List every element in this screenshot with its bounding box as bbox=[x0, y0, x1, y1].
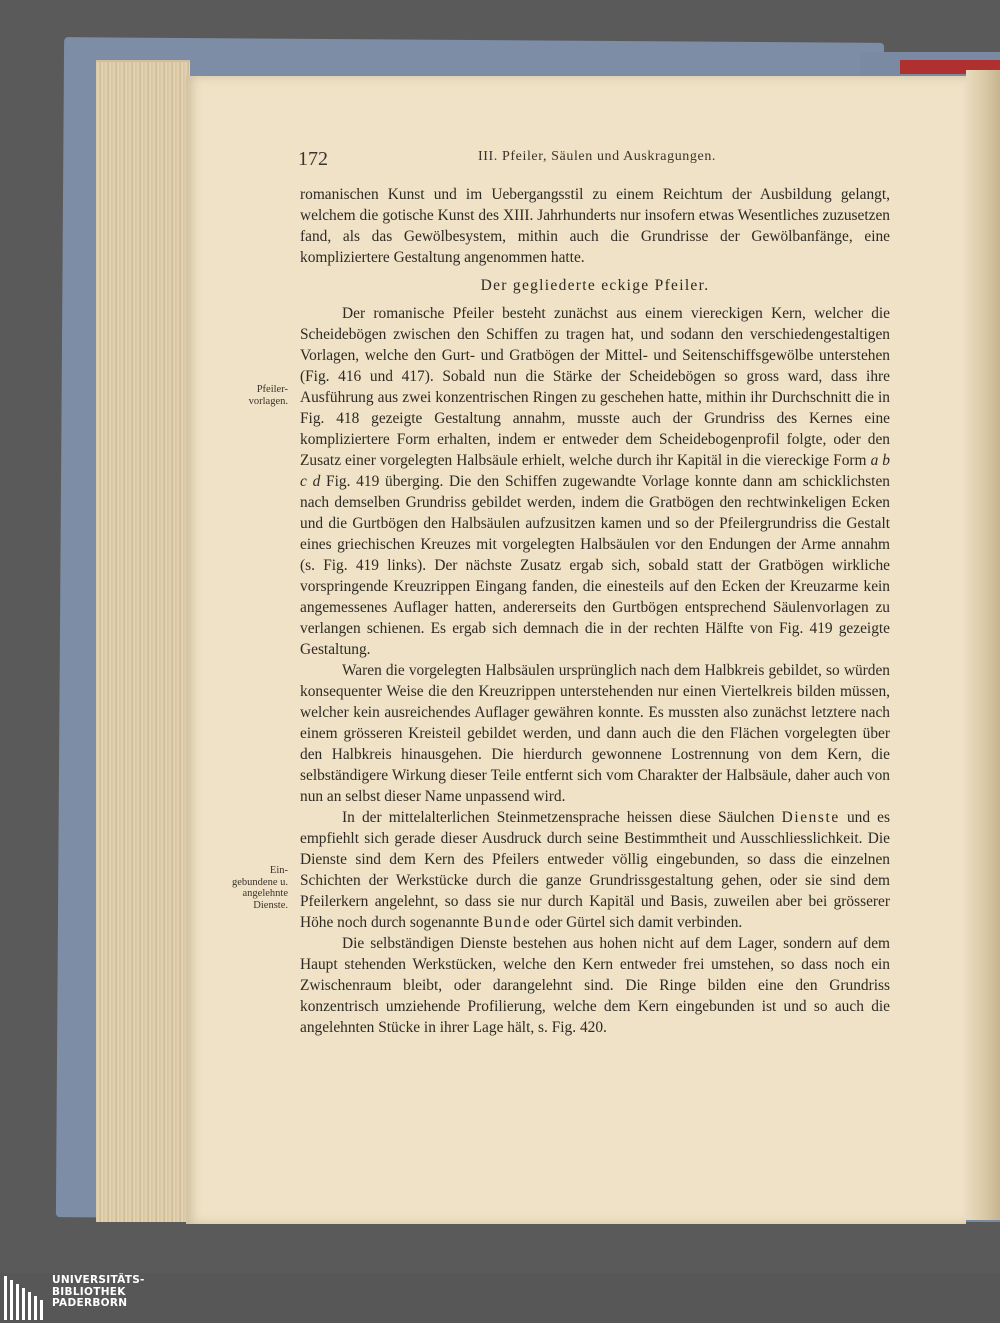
library-logo-icon bbox=[4, 1276, 46, 1320]
paragraph-text: oder Gürtel sich damit verbinden. bbox=[534, 914, 743, 931]
paragraph: romanischen Kunst und im Uebergangsstil zu einem Reichtum der Ausbildung gelangt, welchem die gotische Kunst des XIII. Jahrhunderts nur insofern etwas Wesentliches zuzusetzen fand, als das Gewölbesystem, mithin auch die Grundrisse der Gewölbanfänge, eine kompliziertere Gestaltung angenommen hatte. bbox=[300, 186, 890, 266]
margin-note-line: vorlagen. bbox=[248, 395, 288, 407]
body-text bbox=[300, 184, 890, 1038]
margin-note-line: Ein- bbox=[269, 865, 288, 876]
paragraph-text: In der mittelalterlichen Steinmetzensprache heissen diese Säulchen bbox=[342, 809, 775, 826]
paragraph: Die selbständigen Dienste bestehen aus hohen nicht auf dem Lager, sondern auf dem Haupt stehenden Werkstücken, welche den Kern entweder frei umstehen, so dass noch ein Zwischenraum bleibt, oder darangelehnt sind. Die Ringe bilden eine den Grundriss konzentrisch umziehende Profilierung, welche dem Kern eingebunden ist und so auch die angelehnten Stücke in ihrer Lage hält, s. Fig. 420. bbox=[300, 935, 890, 1036]
margin-note-pfeilervorlagen bbox=[232, 384, 288, 407]
footer-bar bbox=[0, 1273, 1000, 1323]
page-edges bbox=[96, 60, 190, 1222]
paragraph bbox=[300, 303, 890, 660]
paragraph-text: und es empfiehlt sich gerade dieser Ausdruck durch seine Bestimmtheit und Ausschliesslichkeit. Die Dienste sind dem Kern des Pfeilers entweder völlig eingebunden, so dass die einzelnen Schichten der Werkstücke durch die ganze Grundrissgestaltung gehen, oder sie sind dem Pfeilerkern angelehnt, so dass sie nur durch Kapitäl und Basis, zuweilen aber bei grösserer Höhe noch durch sogenannte bbox=[300, 809, 890, 931]
running-title: III. Pfeiler, Säulen und Auskragungen. bbox=[478, 149, 717, 164]
margin-note-line: angelehnte bbox=[242, 888, 288, 899]
paragraph: Waren die vorgelegten Halbsäulen ursprünglich nach dem Halbkreis gebildet, so würden konsequenter Weise die den Kreuzrippen unterstehenden nur einen Viertelkreis bilden müssen, welcher kein ausreichendes Auflager gewähren konnte. Es mussten also zunächst letztere nach einem grösseren Kreisteil gebildet werden, und dann auch die den Flächen vorgelegten über den Halbkreis hinausgehen. Die hierdurch gewonnene Lostrennung von dem Kern, die selbständigere Wirkung dieser Teile entfernt sich vom Charakter der Halbsäule, daher auch von nun an selbst dieser Name unpassend wird. bbox=[300, 662, 890, 805]
spaced-term: Bunde bbox=[482, 914, 532, 931]
margin-note-dienste bbox=[222, 865, 288, 911]
logo-line: PADERBORN bbox=[52, 1297, 128, 1309]
page-gutter bbox=[966, 70, 1000, 1220]
italic-letters: a b c d bbox=[300, 452, 890, 490]
margin-note-line: Pfeiler- bbox=[256, 384, 288, 395]
paragraph bbox=[300, 807, 890, 933]
spaced-term: Dienste bbox=[781, 809, 840, 826]
section-heading: Der gegliederte eckige Pfeiler. bbox=[480, 277, 710, 294]
library-logo-text bbox=[52, 1275, 145, 1310]
paragraph-text: Fig. 419 überging. Die den Schiffen zugewandte Vorlage konnte dann am schicklichsten nach demselben Grundriss gebildet werden, indem die Gratbögen den rechtwinkeligen Ecken und die Gurtbögen den Halbsäulen aufzusitzen kamen und so der Pfeilergrundriss die Gestalt eines griechischen Kreuzes mit vorgelegten Halbsäulen vor den Endungen der Arme annahm (s. Fig. 419 links). Der nächste Zusatz ergab sich, sobald statt der Gratbögen wirkliche vorspringende Kreuzrippen Eingang fanden, die einesteils auf den Ecken der Kreuzarme kein angemessenes Auflager hatten, andererseits den Gurtbögen entsprechend Säulenvorlagen zu verlangen schienen. Es ergab sich demnach die in der rechten Hälfte von Fig. 419 gezeigte Gestaltung. bbox=[300, 473, 890, 658]
logo-line: UNIVERSITÄTS- bbox=[52, 1274, 145, 1286]
page-number: 172 bbox=[298, 148, 328, 170]
logo-line: BIBLIOTHEK bbox=[52, 1285, 126, 1298]
paragraph-text: Der romanische Pfeiler besteht zunächst aus einem viereckigen Kern, welcher die Scheidebögen zwischen den Schiffen zu tragen hat, und sodann den verschiedengestaltigen Vorlagen, welche den Gurt- und Gratbögen der Mittel- und Seitenschiffsgewölbe unterstehen (Fig. 416 und 417). Sobald nun die Stärke der Scheidebögen so gross ward, dass ihre Ausführung aus zwei konzentrischen Ringen zu geschehen hatte, mithin ihr Durchschnitt die in Fig. 418 gezeigte Gestaltung annahm, musste auch der Grundriss des Kernes eine kompliziertere Form erhalten, indem er entweder dem Scheidebogenprofil folgte, oder den Zusatz einer vorgelegten Halbsäule erhielt, welche durch ihr Kapitäl in die viereckige Form bbox=[300, 305, 890, 469]
margin-note-line: gebundene u. bbox=[232, 876, 288, 888]
margin-note-line: Dienste. bbox=[253, 899, 288, 911]
